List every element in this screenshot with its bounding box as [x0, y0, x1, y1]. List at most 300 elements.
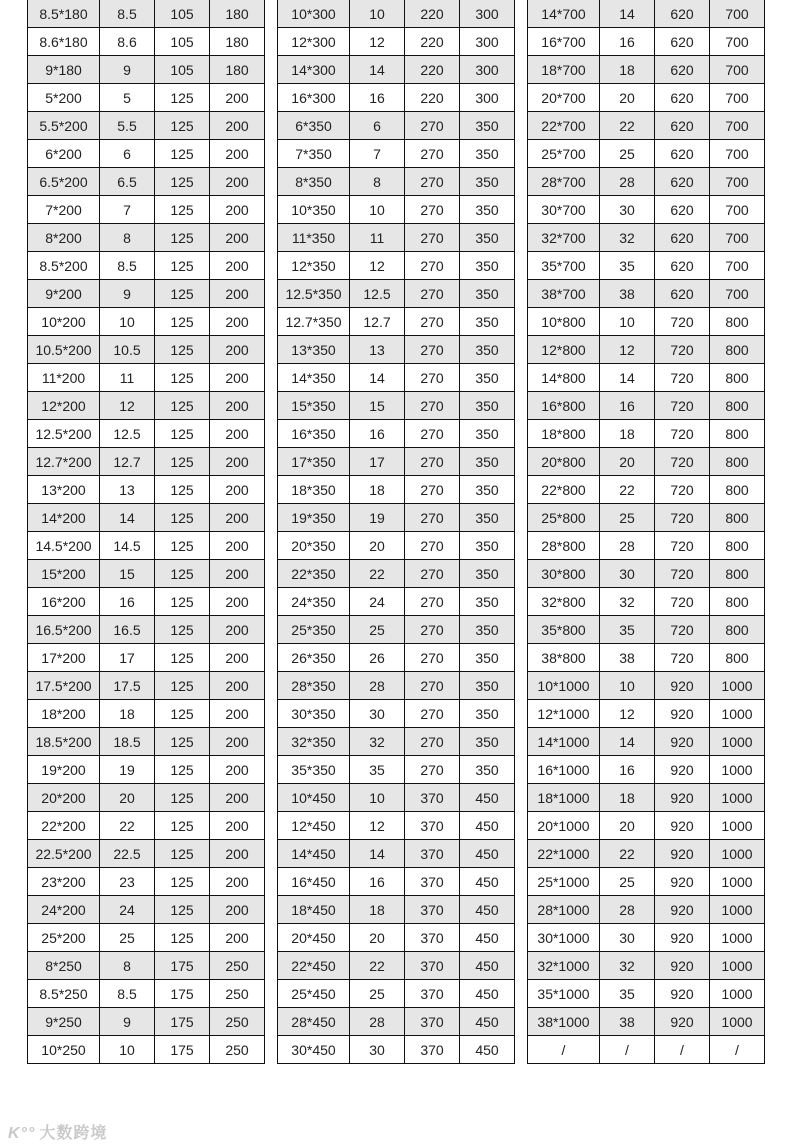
inner-value-cell: 720: [655, 448, 710, 476]
spec-cell: 28*450: [278, 1008, 350, 1036]
spec-cell: 25*350: [278, 616, 350, 644]
thickness-cell: 8.5: [100, 0, 155, 28]
width-cell: 350: [460, 644, 515, 672]
table-row: [528, 168, 765, 196]
table-row: [528, 140, 765, 168]
thickness-cell: 23: [100, 868, 155, 896]
inner-value-cell: 125: [155, 588, 210, 616]
spec-cell: 18*450: [278, 896, 350, 924]
spec-cell: 8.5*200: [28, 252, 100, 280]
spec-cell: 20*800: [528, 448, 600, 476]
width-cell: 350: [460, 280, 515, 308]
thickness-cell: 6.5: [100, 168, 155, 196]
table-row: [278, 280, 515, 308]
thickness-cell: 12.7: [100, 448, 155, 476]
table-row: [528, 868, 765, 896]
thickness-cell: 25: [600, 140, 655, 168]
width-cell: 1000: [710, 812, 765, 840]
width-cell: 700: [710, 252, 765, 280]
inner-value-cell: 125: [155, 476, 210, 504]
width-cell: 250: [210, 980, 265, 1008]
thickness-cell: 25: [350, 980, 405, 1008]
width-cell: 200: [210, 140, 265, 168]
width-cell: 250: [210, 952, 265, 980]
table-row: [28, 868, 265, 896]
inner-value-cell: 125: [155, 812, 210, 840]
table-row: [278, 868, 515, 896]
spec-cell: 10*300: [278, 0, 350, 28]
table-row: [28, 364, 265, 392]
width-cell: 200: [210, 308, 265, 336]
spec-cell: 26*350: [278, 644, 350, 672]
width-cell: 350: [460, 756, 515, 784]
inner-value-cell: 125: [155, 308, 210, 336]
width-cell: 450: [460, 1036, 515, 1064]
thickness-cell: 14: [350, 840, 405, 868]
table-row: [528, 364, 765, 392]
spec-cell: 25*200: [28, 924, 100, 952]
table-row: [278, 252, 515, 280]
inner-value-cell: 125: [155, 420, 210, 448]
inner-value-cell: 105: [155, 56, 210, 84]
width-cell: 180: [210, 56, 265, 84]
inner-value-cell: 620: [655, 84, 710, 112]
spec-cell: 18*200: [28, 700, 100, 728]
thickness-cell: 9: [100, 280, 155, 308]
width-cell: 300: [460, 56, 515, 84]
table-row: [528, 224, 765, 252]
table-row: [528, 700, 765, 728]
table-row: [528, 728, 765, 756]
spec-cell: 38*1000: [528, 1008, 600, 1036]
spec-cell: 16*1000: [528, 756, 600, 784]
width-cell: 700: [710, 84, 765, 112]
inner-value-cell: 370: [405, 812, 460, 840]
spec-cell: 35*700: [528, 252, 600, 280]
table-row: [528, 84, 765, 112]
inner-value-cell: 620: [655, 280, 710, 308]
table-row: [278, 672, 515, 700]
width-cell: 200: [210, 588, 265, 616]
spec-cell: 22.5*200: [28, 840, 100, 868]
thickness-cell: 14: [600, 364, 655, 392]
thickness-cell: 22: [600, 112, 655, 140]
inner-value-cell: 720: [655, 364, 710, 392]
width-cell: 1000: [710, 784, 765, 812]
inner-value-cell: 125: [155, 140, 210, 168]
width-cell: 800: [710, 644, 765, 672]
table-row: [278, 0, 515, 28]
width-cell: 200: [210, 728, 265, 756]
table-row: [278, 1008, 515, 1036]
spec-cell: 17.5*200: [28, 672, 100, 700]
inner-value-cell: 370: [405, 896, 460, 924]
inner-value-cell: 125: [155, 560, 210, 588]
spec-cell: 11*200: [28, 364, 100, 392]
inner-value-cell: 920: [655, 812, 710, 840]
thickness-cell: 10: [100, 308, 155, 336]
inner-value-cell: 125: [155, 644, 210, 672]
inner-value-cell: 620: [655, 140, 710, 168]
spec-cell: 12.5*200: [28, 420, 100, 448]
thickness-cell: 10: [350, 784, 405, 812]
table-row: [28, 616, 265, 644]
width-cell: 350: [460, 672, 515, 700]
thickness-cell: 32: [600, 224, 655, 252]
width-cell: 200: [210, 532, 265, 560]
spec-cell: 5.5*200: [28, 112, 100, 140]
width-cell: 200: [210, 112, 265, 140]
thickness-cell: 24: [100, 896, 155, 924]
thickness-cell: 35: [600, 616, 655, 644]
width-cell: 450: [460, 924, 515, 952]
table-row: [528, 952, 765, 980]
inner-value-cell: 720: [655, 476, 710, 504]
spec-cell: 8*200: [28, 224, 100, 252]
spec-cell: 16*700: [528, 28, 600, 56]
table-row: [278, 84, 515, 112]
table-row: [528, 336, 765, 364]
inner-value-cell: 125: [155, 84, 210, 112]
inner-value-cell: 720: [655, 336, 710, 364]
width-cell: 1000: [710, 840, 765, 868]
inner-value-cell: 105: [155, 28, 210, 56]
width-cell: 200: [210, 616, 265, 644]
table-row: [278, 980, 515, 1008]
inner-value-cell: 620: [655, 224, 710, 252]
spec-cell: 6*200: [28, 140, 100, 168]
spec-cell: 14*1000: [528, 728, 600, 756]
inner-value-cell: 620: [655, 0, 710, 28]
spec-cell: 32*800: [528, 588, 600, 616]
thickness-cell: 28: [600, 168, 655, 196]
spec-cell: 22*200: [28, 812, 100, 840]
inner-value-cell: 220: [405, 56, 460, 84]
inner-value-cell: 270: [405, 560, 460, 588]
table-row: [28, 196, 265, 224]
inner-value-cell: 125: [155, 924, 210, 952]
thickness-cell: 25: [600, 868, 655, 896]
spec-cell: 14*800: [528, 364, 600, 392]
width-cell: 200: [210, 196, 265, 224]
width-cell: 1000: [710, 980, 765, 1008]
thickness-cell: 22: [350, 560, 405, 588]
inner-value-cell: 370: [405, 784, 460, 812]
inner-value-cell: 270: [405, 476, 460, 504]
spec-cell: 9*250: [28, 1008, 100, 1036]
width-cell: 350: [460, 252, 515, 280]
width-cell: 700: [710, 168, 765, 196]
inner-value-cell: 270: [405, 308, 460, 336]
spec-cell: 17*350: [278, 448, 350, 476]
thickness-cell: 12.5: [350, 280, 405, 308]
width-cell: 350: [460, 308, 515, 336]
spec-cell: 30*1000: [528, 924, 600, 952]
table-row: [28, 28, 265, 56]
inner-value-cell: 220: [405, 28, 460, 56]
table-row: [528, 980, 765, 1008]
spec-cell: 38*800: [528, 644, 600, 672]
width-cell: 200: [210, 392, 265, 420]
inner-value-cell: 125: [155, 392, 210, 420]
spec-cell: 22*700: [528, 112, 600, 140]
table-row: [528, 756, 765, 784]
table-row: [28, 504, 265, 532]
thickness-cell: 24: [350, 588, 405, 616]
width-cell: 350: [460, 140, 515, 168]
width-cell: 200: [210, 168, 265, 196]
table-row: [528, 560, 765, 588]
table-row: [278, 616, 515, 644]
thickness-cell: 16: [350, 868, 405, 896]
thickness-cell: 20: [350, 532, 405, 560]
spec-cell: 7*200: [28, 196, 100, 224]
inner-value-cell: 270: [405, 364, 460, 392]
spec-cell: 28*350: [278, 672, 350, 700]
inner-value-cell: 270: [405, 392, 460, 420]
spec-cell: 14.5*200: [28, 532, 100, 560]
table-row: [278, 644, 515, 672]
thickness-cell: 22: [600, 476, 655, 504]
inner-value-cell: 220: [405, 84, 460, 112]
thickness-cell: 8.5: [100, 980, 155, 1008]
spec-cell: 10*350: [278, 196, 350, 224]
thickness-cell: 12: [350, 812, 405, 840]
thickness-cell: 14: [600, 728, 655, 756]
spec-cell: 9*180: [28, 56, 100, 84]
width-cell: 800: [710, 504, 765, 532]
table-row: [28, 84, 265, 112]
table-row: [28, 308, 265, 336]
width-cell: 350: [460, 560, 515, 588]
inner-value-cell: 920: [655, 868, 710, 896]
thickness-cell: 11: [350, 224, 405, 252]
inner-value-cell: 125: [155, 728, 210, 756]
spec-cell: 10*1000: [528, 672, 600, 700]
width-cell: 350: [460, 196, 515, 224]
thickness-cell: 20: [600, 84, 655, 112]
spec-cell: 10*450: [278, 784, 350, 812]
thickness-cell: 28: [600, 896, 655, 924]
table-row: [528, 644, 765, 672]
width-cell: 350: [460, 364, 515, 392]
thickness-cell: 17: [100, 644, 155, 672]
inner-value-cell: 720: [655, 504, 710, 532]
table-row: [278, 420, 515, 448]
thickness-cell: 8: [350, 168, 405, 196]
table-row: [528, 616, 765, 644]
width-cell: 700: [710, 224, 765, 252]
table-row: [28, 728, 265, 756]
spec-cell: 8.5*180: [28, 0, 100, 28]
width-cell: 350: [460, 728, 515, 756]
inner-value-cell: 920: [655, 728, 710, 756]
thickness-cell: 14: [350, 364, 405, 392]
thickness-cell: 28: [350, 672, 405, 700]
inner-value-cell: 270: [405, 504, 460, 532]
table-row: [28, 168, 265, 196]
spec-cell: 15*200: [28, 560, 100, 588]
inner-value-cell: 370: [405, 840, 460, 868]
thickness-cell: 10: [600, 672, 655, 700]
table-row: [528, 112, 765, 140]
table-row: [278, 224, 515, 252]
width-cell: 200: [210, 364, 265, 392]
spec-cell: 10*200: [28, 308, 100, 336]
inner-value-cell: 125: [155, 700, 210, 728]
inner-value-cell: 270: [405, 196, 460, 224]
thickness-cell: 38: [600, 280, 655, 308]
spec-cell: 22*350: [278, 560, 350, 588]
spec-cell: 18*1000: [528, 784, 600, 812]
spec-cell: 12*300: [278, 28, 350, 56]
spec-cell: 14*700: [528, 0, 600, 28]
inner-value-cell: 125: [155, 224, 210, 252]
inner-value-cell: 125: [155, 112, 210, 140]
inner-value-cell: 105: [155, 0, 210, 28]
table-row: [28, 672, 265, 700]
table-row: [528, 784, 765, 812]
width-cell: 800: [710, 560, 765, 588]
table-row: [528, 1008, 765, 1036]
thickness-cell: 16: [100, 588, 155, 616]
width-cell: 200: [210, 448, 265, 476]
thickness-cell: 25: [350, 616, 405, 644]
spec-cell: 30*450: [278, 1036, 350, 1064]
thickness-cell: /: [600, 1036, 655, 1064]
inner-value-cell: 920: [655, 784, 710, 812]
spec-cell: 18*700: [528, 56, 600, 84]
inner-value-cell: 370: [405, 924, 460, 952]
inner-value-cell: 175: [155, 980, 210, 1008]
spec-cell: 15*350: [278, 392, 350, 420]
spec-cell: 20*200: [28, 784, 100, 812]
table-row: [28, 784, 265, 812]
inner-value-cell: 620: [655, 112, 710, 140]
width-cell: 200: [210, 644, 265, 672]
watermark-text: 大数跨境: [39, 1125, 108, 1142]
table-row: [278, 28, 515, 56]
inner-value-cell: 270: [405, 532, 460, 560]
thickness-cell: 20: [600, 812, 655, 840]
table-row: [278, 364, 515, 392]
table-row: [28, 924, 265, 952]
spec-cell: 19*200: [28, 756, 100, 784]
thickness-cell: 22: [100, 812, 155, 840]
inner-value-cell: 270: [405, 644, 460, 672]
inner-value-cell: 125: [155, 756, 210, 784]
table-row: [528, 1036, 765, 1064]
spec-cell: 5*200: [28, 84, 100, 112]
width-cell: 800: [710, 476, 765, 504]
table-row: [28, 420, 265, 448]
inner-value-cell: /: [655, 1036, 710, 1064]
inner-value-cell: 270: [405, 756, 460, 784]
table-row: [528, 812, 765, 840]
table-row: [28, 756, 265, 784]
spec-cell: 35*800: [528, 616, 600, 644]
table-row: [528, 392, 765, 420]
width-cell: 800: [710, 392, 765, 420]
spec-cell: 28*1000: [528, 896, 600, 924]
thickness-cell: 14: [100, 504, 155, 532]
spec-cell: 12*450: [278, 812, 350, 840]
thickness-cell: 14: [350, 56, 405, 84]
inner-value-cell: 125: [155, 896, 210, 924]
width-cell: 350: [460, 420, 515, 448]
inner-value-cell: 920: [655, 980, 710, 1008]
inner-value-cell: 125: [155, 868, 210, 896]
width-cell: 200: [210, 672, 265, 700]
width-cell: 1000: [710, 1008, 765, 1036]
thickness-cell: 20: [100, 784, 155, 812]
thickness-cell: 20: [600, 448, 655, 476]
width-cell: 200: [210, 840, 265, 868]
spec-cell: 20*700: [528, 84, 600, 112]
thickness-cell: 12: [350, 28, 405, 56]
spec-cell: 16*450: [278, 868, 350, 896]
thickness-cell: 18: [350, 896, 405, 924]
inner-value-cell: 370: [405, 868, 460, 896]
table-row: [528, 840, 765, 868]
spec-cell: /: [528, 1036, 600, 1064]
inner-value-cell: 920: [655, 1008, 710, 1036]
thickness-cell: 26: [350, 644, 405, 672]
inner-value-cell: 125: [155, 364, 210, 392]
inner-value-cell: 125: [155, 448, 210, 476]
table-row: [278, 504, 515, 532]
table-row: [28, 336, 265, 364]
spec-cell: 17*200: [28, 644, 100, 672]
inner-value-cell: 270: [405, 420, 460, 448]
spec-cell: 14*350: [278, 364, 350, 392]
thickness-cell: 28: [600, 532, 655, 560]
thickness-cell: 16: [350, 84, 405, 112]
table-row: [528, 0, 765, 28]
table-row: [28, 56, 265, 84]
width-cell: 350: [460, 532, 515, 560]
inner-value-cell: 270: [405, 588, 460, 616]
inner-value-cell: 125: [155, 280, 210, 308]
spec-cell: 32*700: [528, 224, 600, 252]
thickness-cell: 7: [350, 140, 405, 168]
width-cell: 200: [210, 476, 265, 504]
spec-cell: 11*350: [278, 224, 350, 252]
inner-value-cell: 175: [155, 1036, 210, 1064]
watermark: [8, 1120, 107, 1143]
inner-value-cell: 175: [155, 952, 210, 980]
width-cell: 1000: [710, 868, 765, 896]
inner-value-cell: 270: [405, 700, 460, 728]
thickness-cell: 22: [350, 952, 405, 980]
inner-value-cell: 270: [405, 280, 460, 308]
width-cell: 800: [710, 448, 765, 476]
spec-cell: 13*200: [28, 476, 100, 504]
width-cell: 300: [460, 84, 515, 112]
thickness-cell: 18: [600, 420, 655, 448]
width-cell: 350: [460, 336, 515, 364]
spec-cell: 16*800: [528, 392, 600, 420]
inner-value-cell: 270: [405, 252, 460, 280]
width-cell: 800: [710, 588, 765, 616]
thickness-cell: 12.5: [100, 420, 155, 448]
width-cell: 350: [460, 448, 515, 476]
table-row: [528, 588, 765, 616]
spec-cell: 12*1000: [528, 700, 600, 728]
width-cell: 350: [460, 476, 515, 504]
width-cell: 200: [210, 896, 265, 924]
inner-value-cell: 270: [405, 112, 460, 140]
